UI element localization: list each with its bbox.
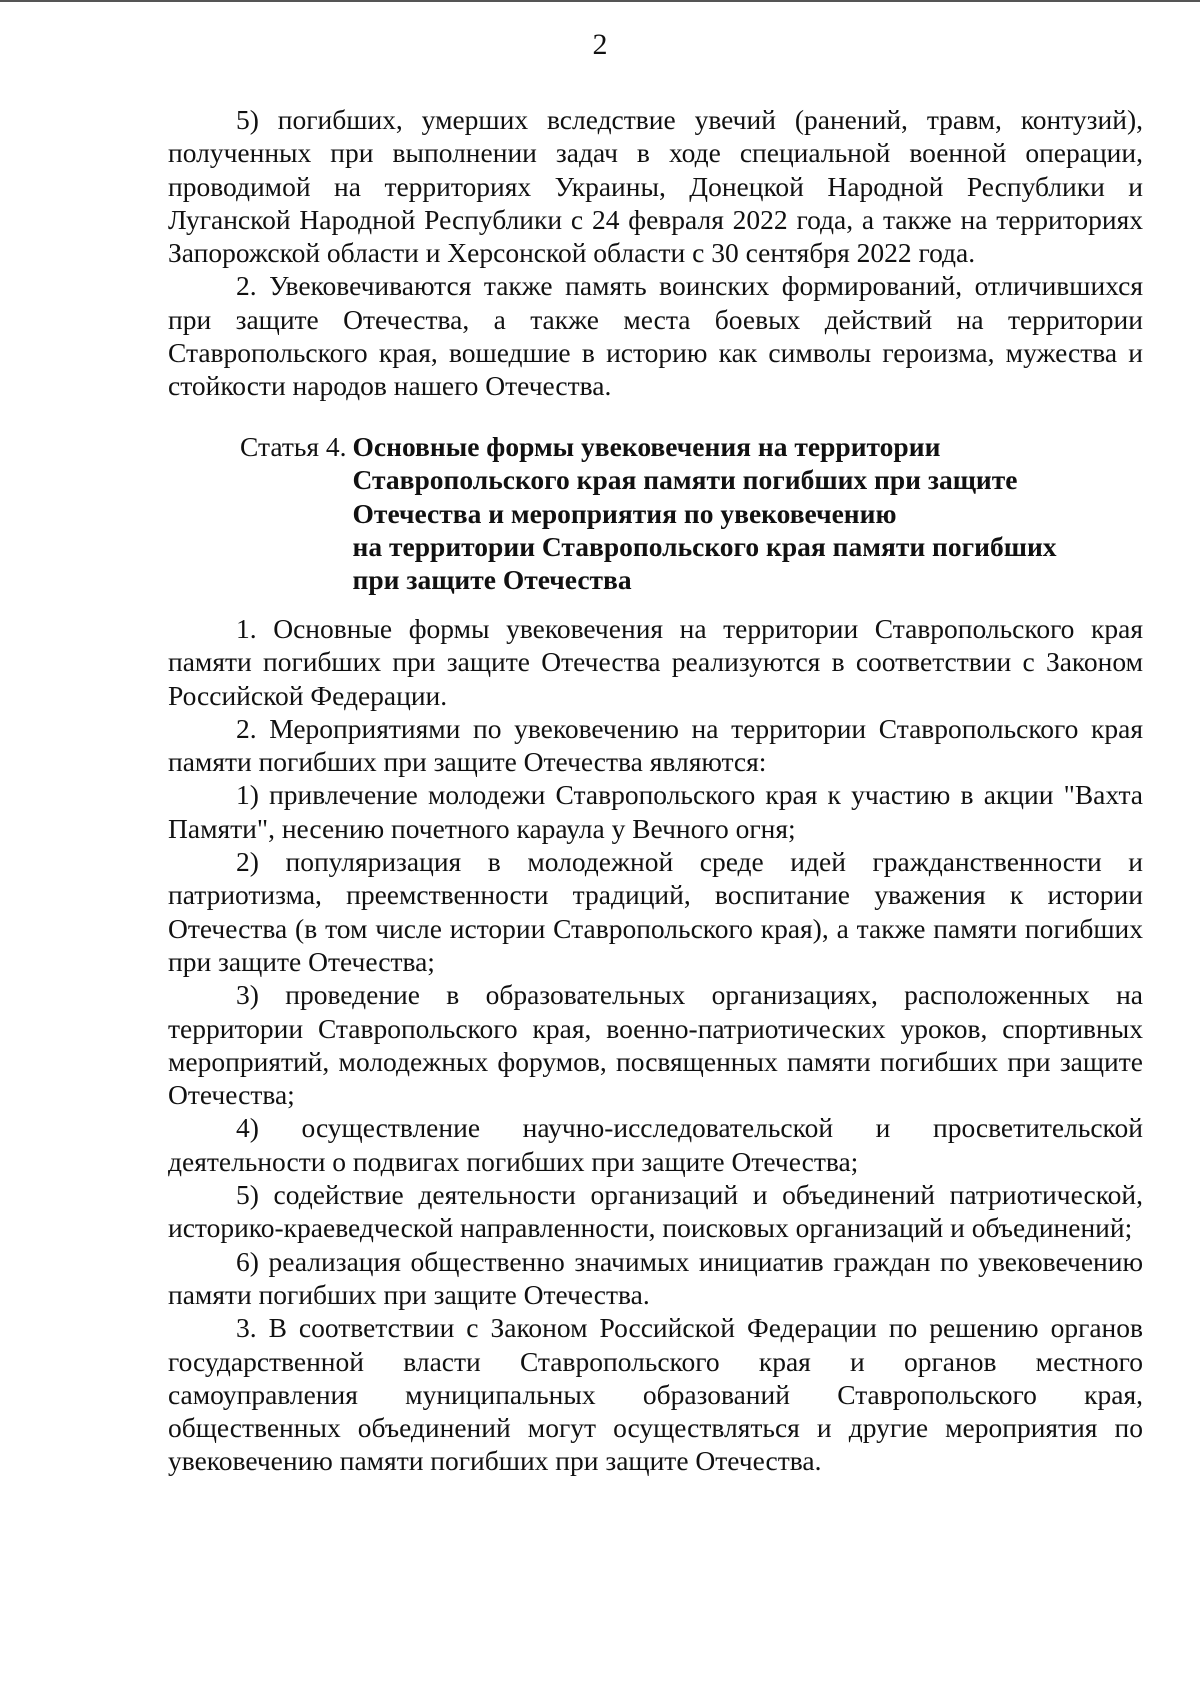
list-item-6: 6) реализация общественно значимых инициатив граждан по увековечению памяти погибших при защите Отечества.: [168, 1245, 1143, 1310]
paragraph-2-measures: 2. Мероприятиями по увековечению на территории Ставропольского края памяти погибших при защите Отечества являются:: [168, 712, 1143, 778]
list-item-1: 1) привлечение молодежи Ставропольского края к участию в акции "Вахта Памяти", несению почетного караула у Вечного огня;: [168, 779, 1143, 844]
paragraph-item-5: 5) погибших, умерших вследствие увечий (ранений, травм, контузий), полученных при выполнении задач в ходе специальной военной операции, проводимой на территориях Украины, Донецкой Народной Республики и Луганской Народной Республики с 24 февраля 2022 года, а также на территориях Запорожской области и Херсонской области с 30 сентября 2022 года.: [168, 104, 1143, 269]
list-item-5: 5) содействие деятельности организаций и объединений патриотической, историко-краеведческой направленности, поисковых организаций и объединений;: [168, 1179, 1143, 1244]
article-number: Статья 4.: [240, 431, 347, 462]
page-number: 2: [592, 28, 608, 61]
top-border-line: [0, 0, 1200, 2]
article-body: [168, 612, 1143, 1478]
paragraph-2-memory: 2. Увековечиваются также память воинских формирований, отличившихся при защите Отечества, а также места боевых действий на территории Ставропольского края, вошедшие в историю как символы героизма, мужества и стойкости народов нашего Отечества.: [168, 270, 1143, 402]
paragraph-1-forms: 1. Основные формы увековечения на территории Ставропольского края памяти погибших при защите Отечества реализуются в соответствии с Законом Российской Федерации.: [168, 613, 1143, 711]
article-title-line: на территории Ставропольского края памяти погибших: [352, 530, 1057, 562]
article-title-line: Ставропольского края памяти погибших при защите: [352, 464, 1018, 496]
article-title-line: Отечества и мероприятия по увековечению: [352, 497, 897, 529]
list-item-4: 4) осуществление научно-исследовательской и просветительской деятельности о подвигах погибших при защите Отечества;: [168, 1112, 1143, 1177]
article-title: [347, 430, 1057, 596]
article-title-line: при защите Отечества: [352, 564, 632, 596]
article-title-line: Основные формы увековечения на территории: [352, 431, 941, 462]
list-item-3: 3) проведение в образовательных организациях, расположенных на территории Ставропольского края, военно-патриотических уроков, спортивных мероприятий, молодежных форумов, посвященных памяти погибших при защите Отечества;: [168, 979, 1143, 1111]
list-item-2: 2) популяризация в молодежной среде идей гражданственности и патриотизма, преемственности традиций, воспитание уважения к истории Отечества (в том числе истории Ставропольского края), а также памяти погибших при защите Отечества;: [168, 846, 1143, 977]
intro-section: [168, 103, 1143, 403]
paragraph-3-other-measures: 3. В соответствии с Законом Российской Федерации по решению органов государственной власти Ставропольского края и органов местного самоуправления муниципальных образований Ставропольского края, общественных объединений могут осуществляться и другие мероприятия по увековечению памяти погибших при защите Отечества.: [168, 1312, 1143, 1477]
article-heading: [240, 430, 1120, 596]
